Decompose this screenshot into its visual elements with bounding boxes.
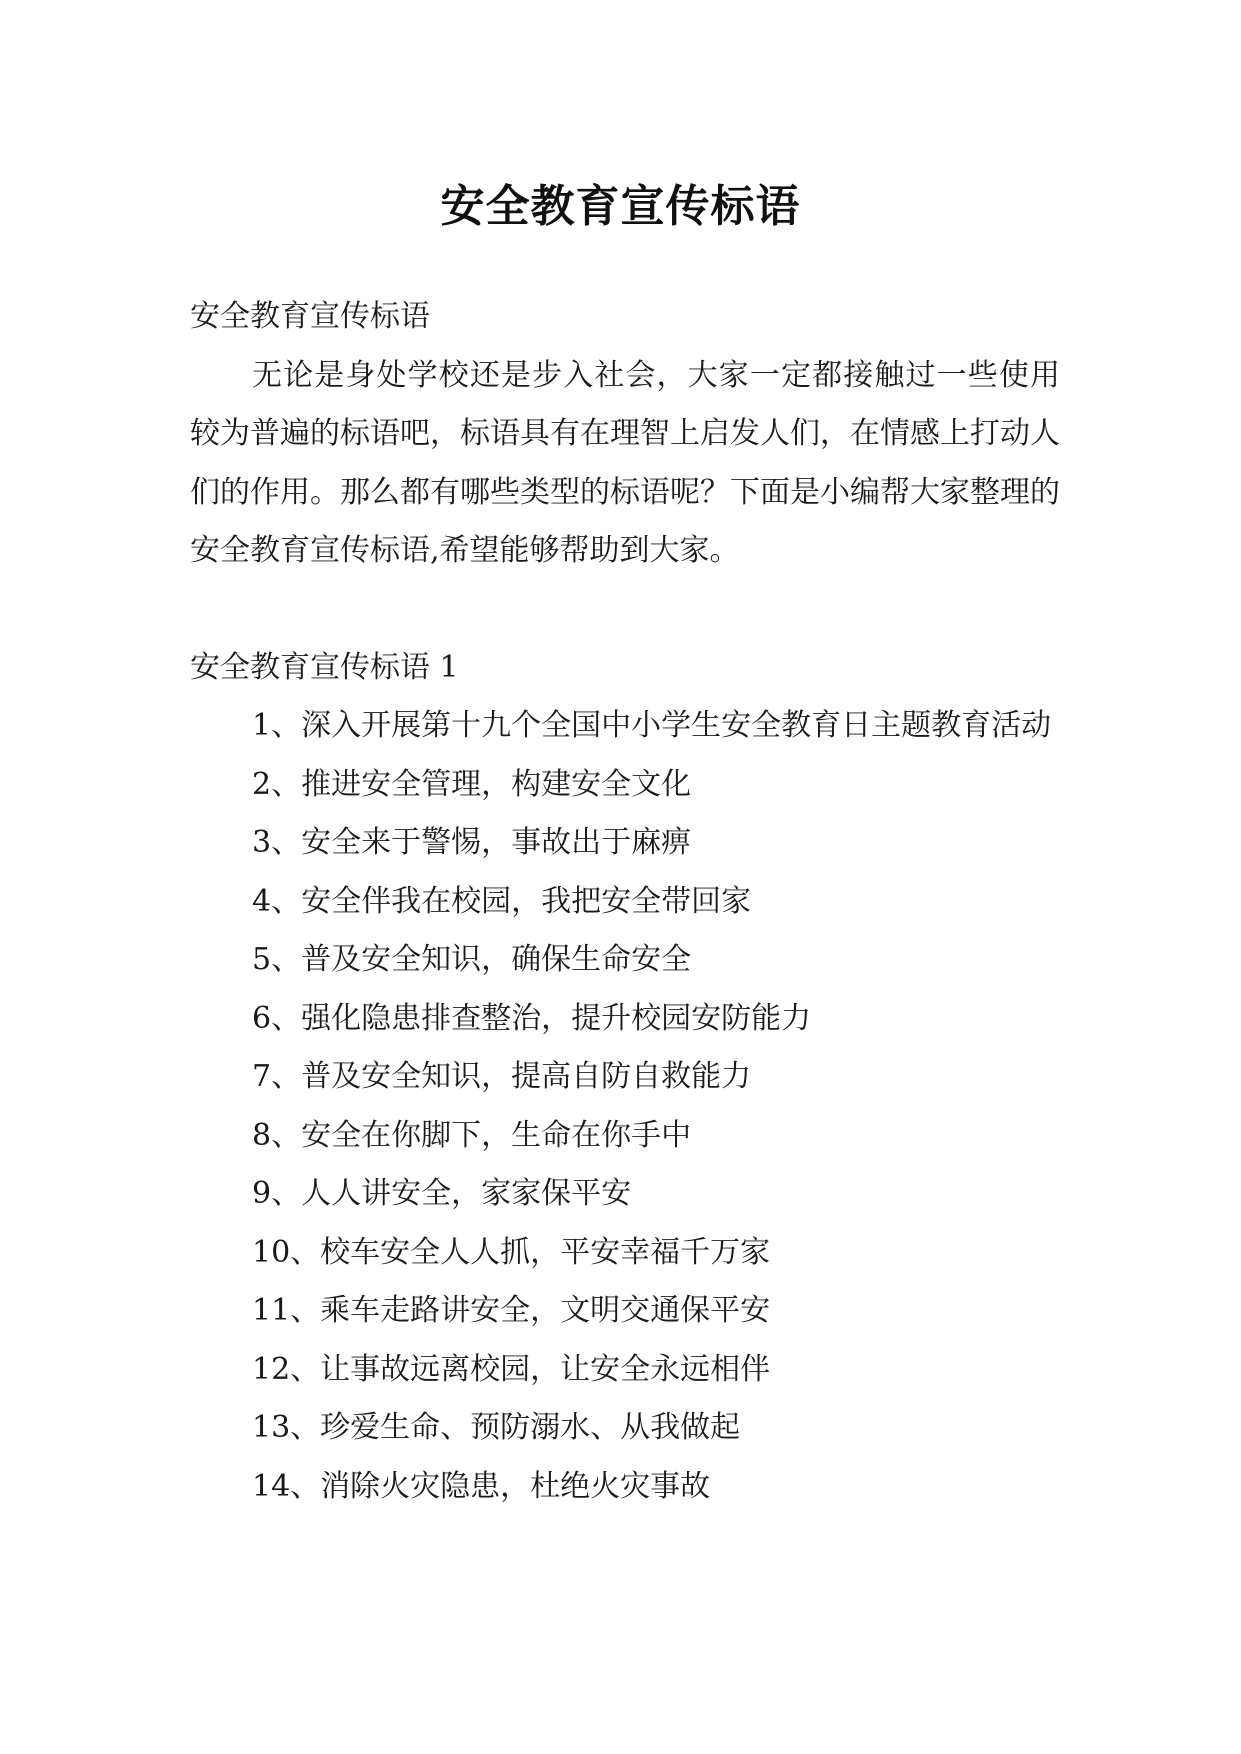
document-body <box>190 288 1060 1516</box>
slogan-item: 2、推进安全管理，构建安全文化 <box>252 766 692 802</box>
slogan-list <box>190 697 1060 1516</box>
slogan-item: 8、安全在你脚下，生命在你手中 <box>252 1117 692 1153</box>
intro-paragraph: 无论是身处学校还是步入社会，大家一定都接触过一些使用较为普遍的标语吧，标语具有在理智上启发人们，在情感上打动人们的作用。那么都有哪些类型的标语呢？下面是小编帮大家整理的安全教育宣传标语,希望能够帮助到大家。 <box>190 357 1060 568</box>
slogan-item: 1、深入开展第十九个全国中小学生安全教育日主题教育活动 <box>252 708 1052 743</box>
slogan-item: 11、乘车走路讲安全，文明交通保平安 <box>252 1293 771 1328</box>
slogan-item: 9、人人讲安全，家家保平安 <box>252 1176 632 1211</box>
document-title: 安全教育宣传标语 <box>440 181 801 233</box>
slogan-item: 10、校车安全人人抓，平安幸福千万家 <box>252 1234 771 1270</box>
slogan-item: 13、珍爱生命、预防溺水、从我做起 <box>252 1410 741 1445</box>
slogan-item: 4、安全伴我在校园，我把安全带回家 <box>252 883 752 919</box>
intro-heading: 安全教育宣传标语 <box>190 299 430 334</box>
slogan-item: 6、强化隐患排查整治，提升校园安防能力 <box>252 1000 812 1036</box>
slogan-item: 7、普及安全知识，提高自防自救能力 <box>252 1059 752 1094</box>
slogan-item: 3、安全来于警惕，事故出于麻痹 <box>252 825 692 860</box>
slogan-item: 5、普及安全知识，确保生命安全 <box>252 942 692 977</box>
section-heading: 安全教育宣传标语 1 <box>190 649 459 685</box>
paragraph-spacer <box>190 581 1060 639</box>
slogan-item: 14、消除火灾隐患，杜绝火灾事故 <box>252 1468 711 1504</box>
slogan-item: 12、让事故远离校园，让安全永远相伴 <box>252 1351 771 1387</box>
